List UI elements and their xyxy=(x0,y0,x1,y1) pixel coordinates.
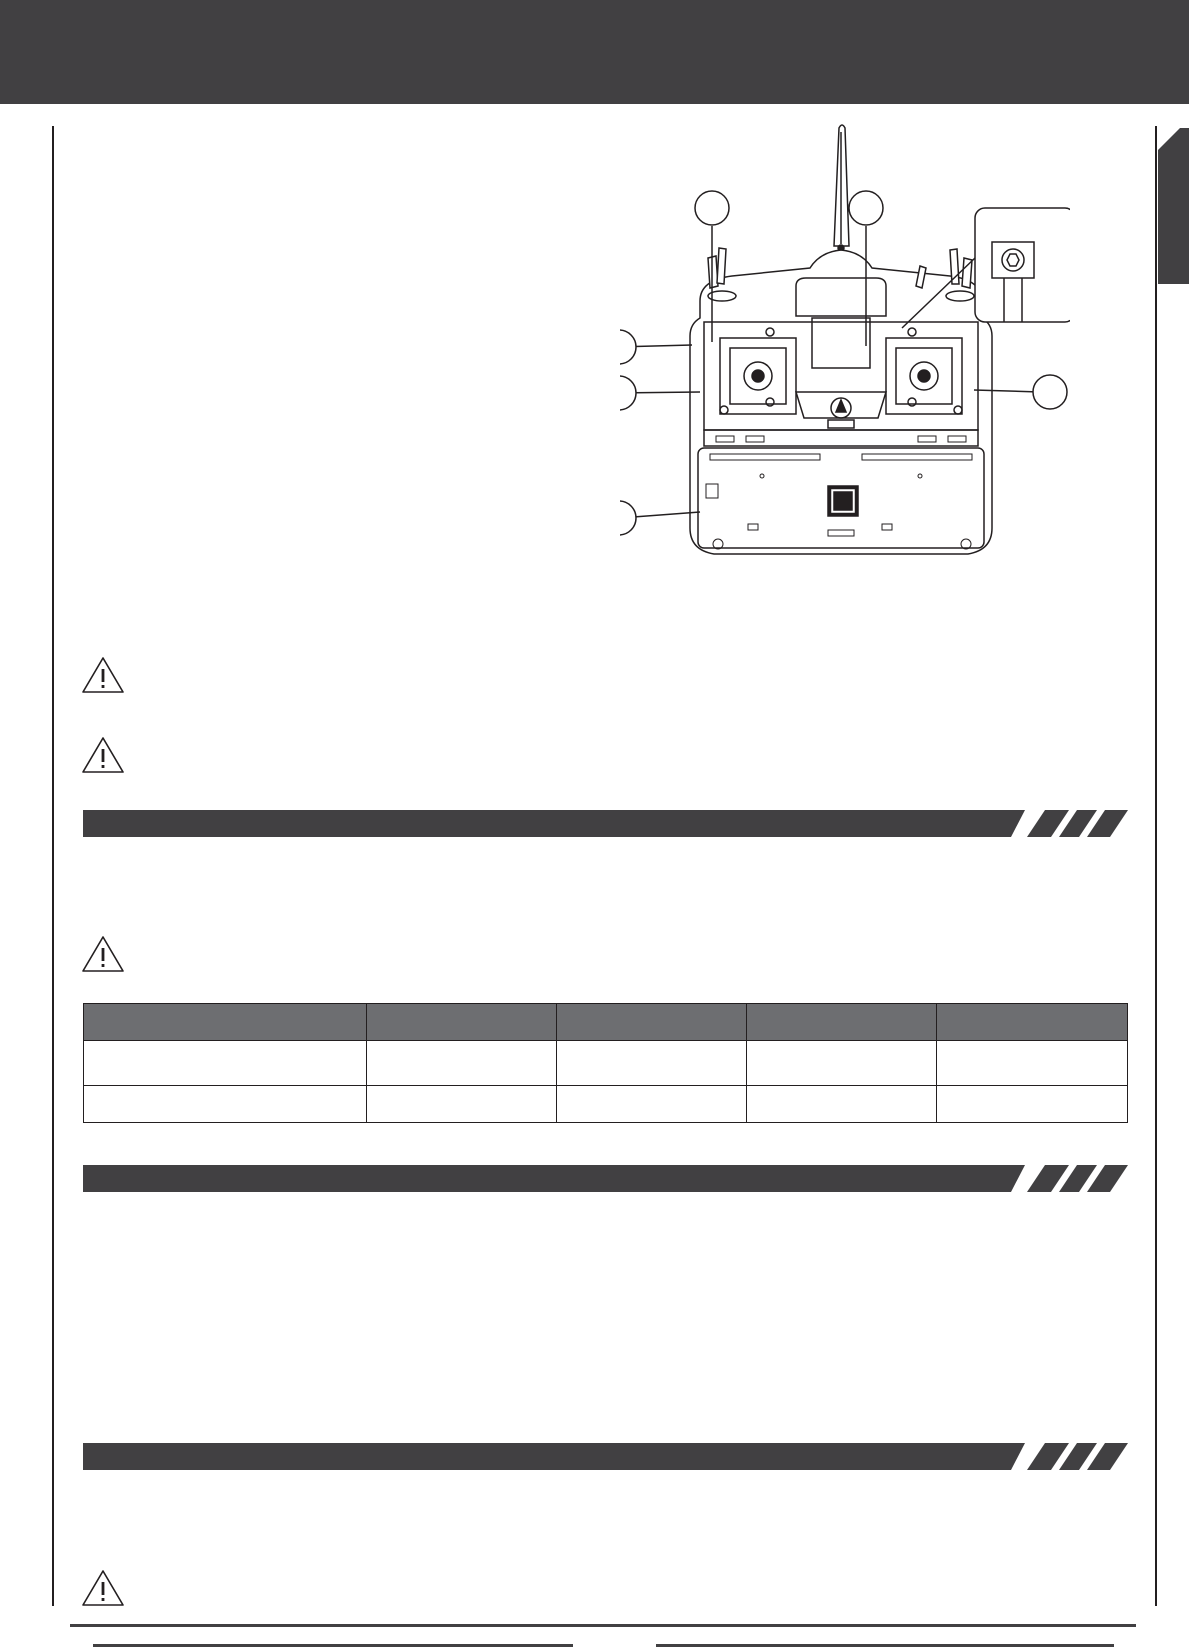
page-header-banner xyxy=(0,0,1189,104)
left-margin-rule xyxy=(52,126,54,1606)
section-header-bar xyxy=(83,1165,1128,1192)
table-header-cell xyxy=(557,1004,747,1041)
table-row xyxy=(84,1086,1128,1123)
table-cell xyxy=(937,1041,1128,1086)
footer-column-rule-right xyxy=(656,1644,1114,1647)
warning-triangle-icon xyxy=(80,1568,126,1608)
table-cell xyxy=(367,1086,557,1123)
footer-rule xyxy=(70,1624,1136,1627)
table-cell xyxy=(84,1041,367,1086)
warning-triangle-icon xyxy=(80,655,126,695)
table-header-row xyxy=(84,1004,1128,1041)
section-header-bar xyxy=(83,810,1128,837)
right-margin-rule xyxy=(1155,126,1157,1606)
callout-circle-top-right xyxy=(849,191,883,225)
side-tab-notch xyxy=(1158,128,1180,150)
table-cell xyxy=(747,1086,937,1123)
table-header-cell xyxy=(84,1004,367,1041)
antenna xyxy=(834,125,849,251)
callout-circle-left-upper xyxy=(620,330,636,364)
table-cell xyxy=(84,1086,367,1123)
callout-circle-top-left xyxy=(695,191,729,225)
footer-column-rule-left xyxy=(93,1644,573,1647)
warning-triangle-icon xyxy=(80,934,126,974)
table-header-cell xyxy=(747,1004,937,1041)
table-header-cell xyxy=(367,1004,557,1041)
table-header-cell xyxy=(937,1004,1128,1041)
spec-table xyxy=(83,1003,1128,1123)
section-header-bar xyxy=(83,1443,1128,1470)
table-cell xyxy=(747,1041,937,1086)
table-cell xyxy=(367,1041,557,1086)
chapter-side-tab[interactable] xyxy=(1158,128,1189,284)
transmitter-illustration xyxy=(620,118,1070,568)
table-cell xyxy=(937,1086,1128,1123)
table-cell xyxy=(557,1086,747,1123)
callout-circle-left-lower xyxy=(620,501,636,535)
table-cell xyxy=(557,1041,747,1086)
main-chip xyxy=(828,486,858,516)
callout-circle-left-middle xyxy=(620,376,636,410)
warning-triangle-icon xyxy=(80,735,126,775)
table-row xyxy=(84,1041,1128,1086)
callout-circle-right-middle xyxy=(1033,375,1067,409)
